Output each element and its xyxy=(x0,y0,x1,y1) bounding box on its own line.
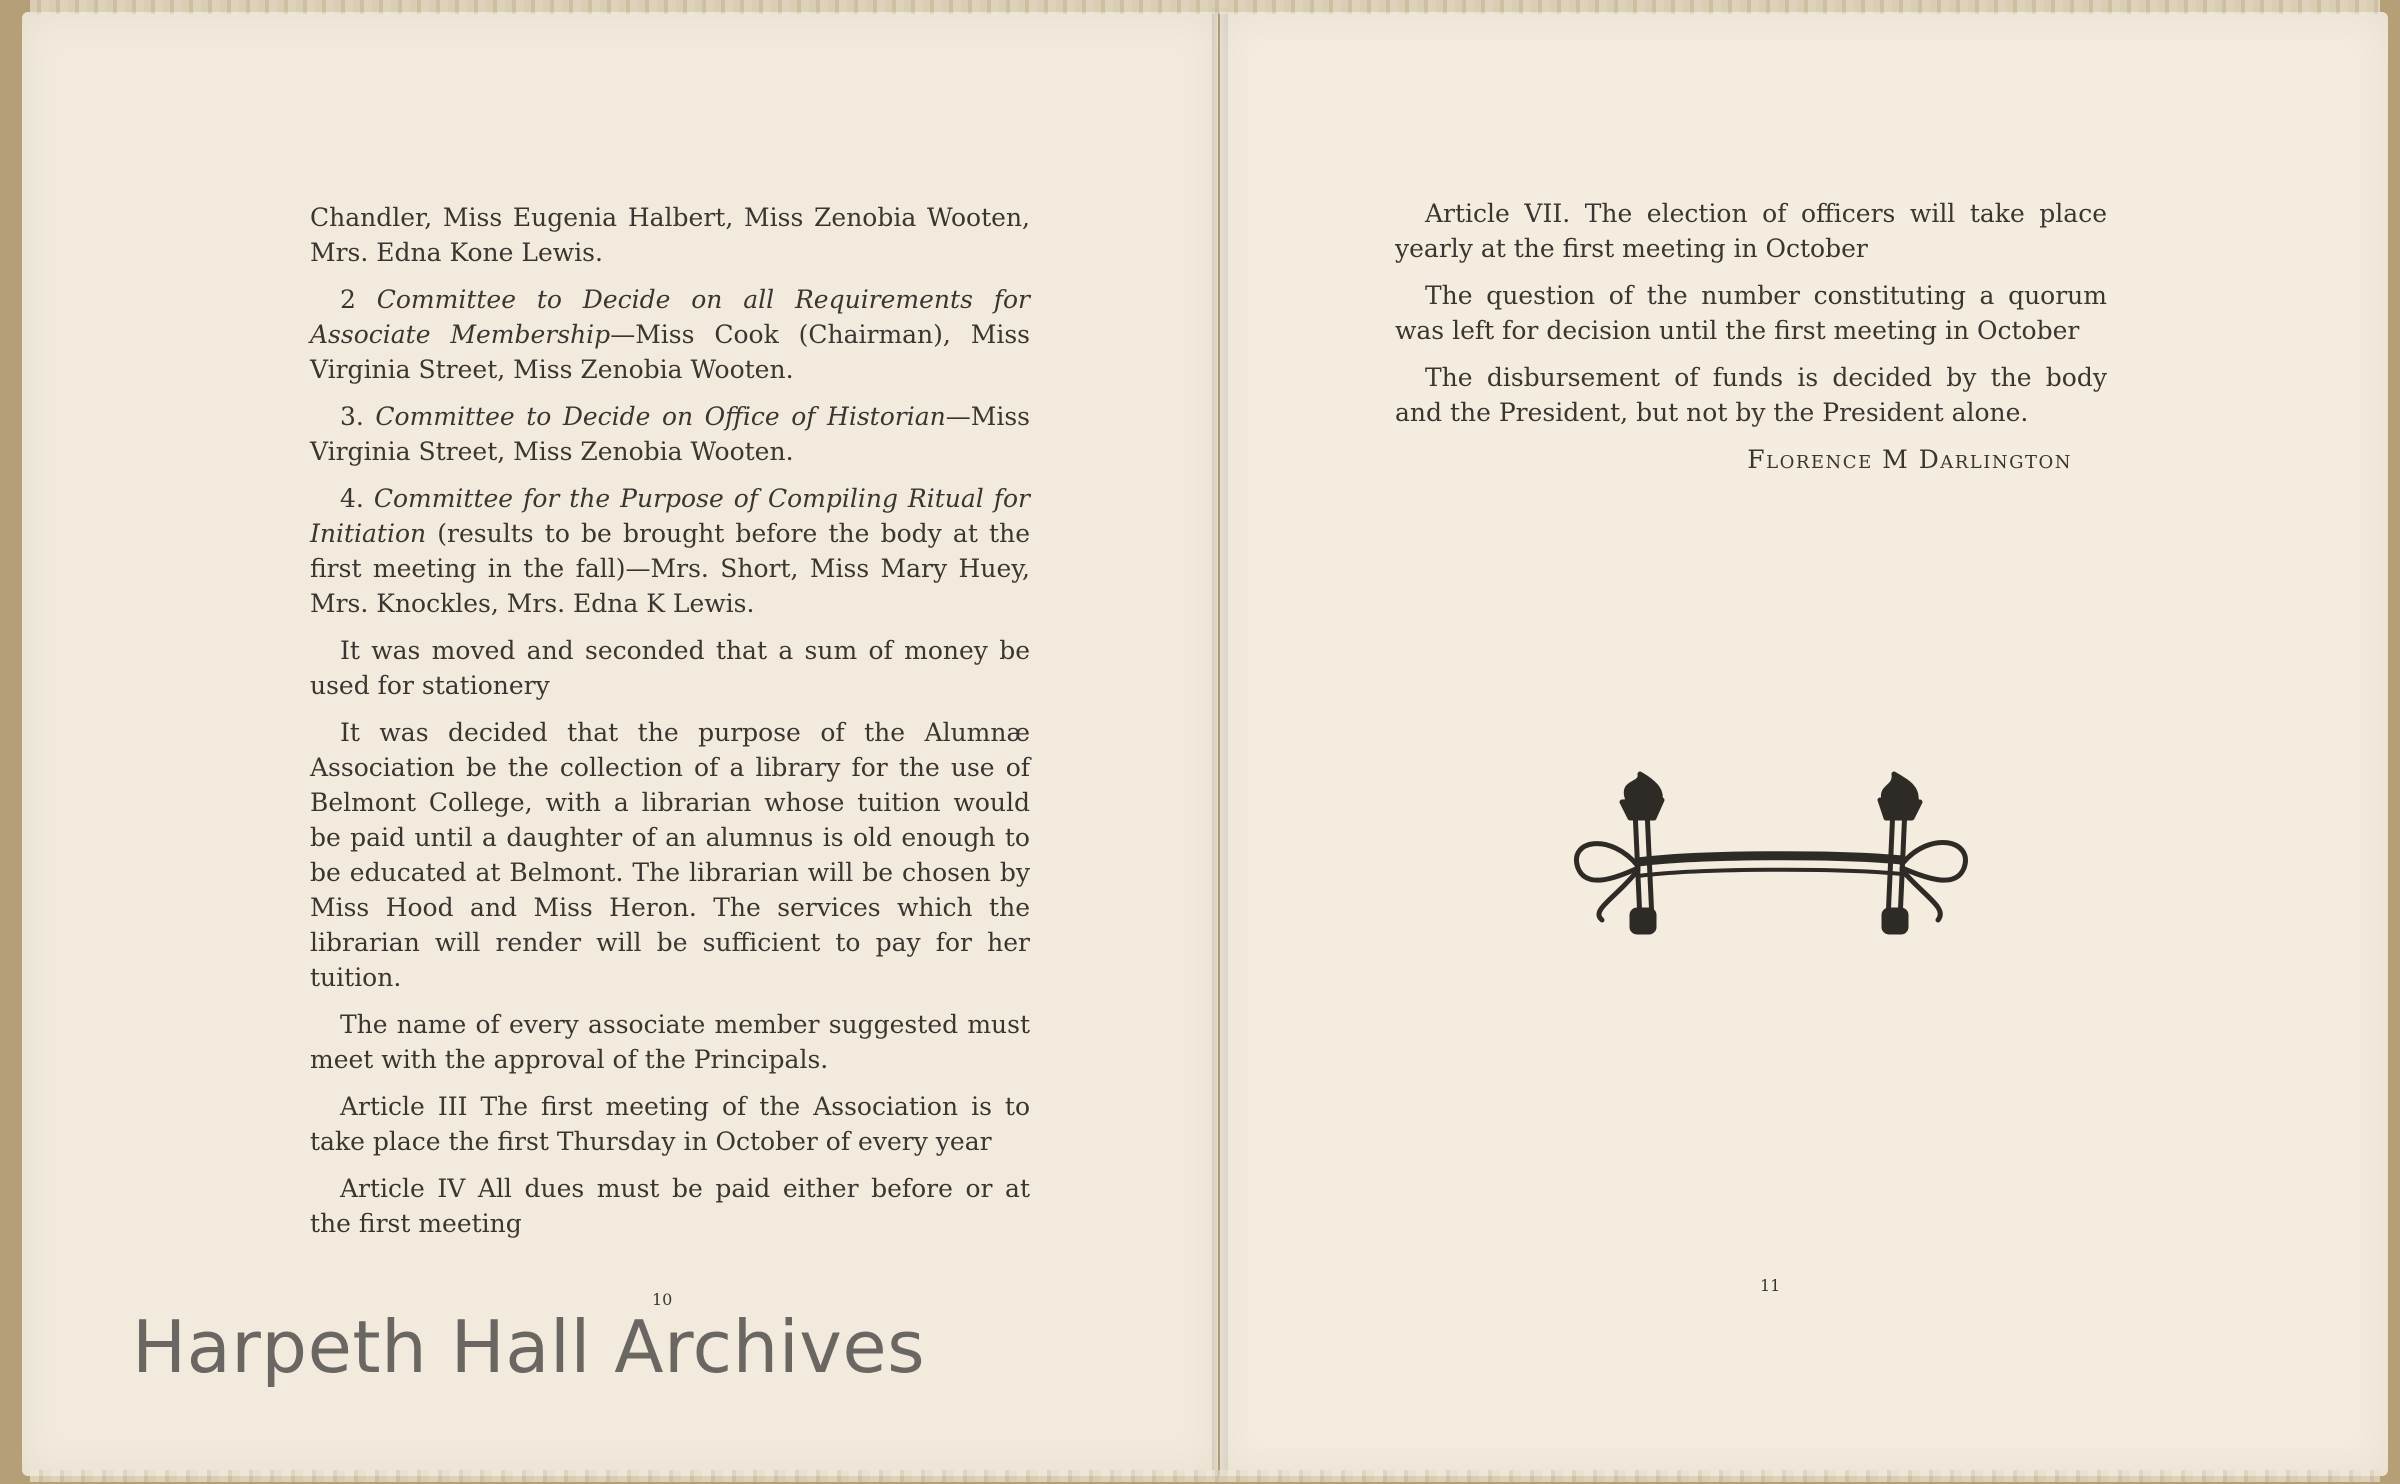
item-number: 4. xyxy=(340,484,364,513)
committee-item-3 xyxy=(310,399,1030,469)
book-gutter xyxy=(1212,8,1228,1478)
paragraph-associate-approval: The name of every associate member suggested must meet with the approval of the Principals. xyxy=(310,1010,1030,1074)
signature-line: Florence M Darlington xyxy=(1747,445,2072,474)
committee-members: —Miss Cook (Chairman), Miss Virginia Street, Miss Zenobia Wooten. xyxy=(310,320,1030,384)
paragraph-quorum: The question of the number constituting a quorum was left for decision until the first meeting in October xyxy=(1395,281,2107,345)
committee-title: Committee to Decide on all Requirements for Associate Membership xyxy=(310,285,1030,349)
paragraph-names: Chandler, Miss Eugenia Halbert, Miss Zenobia Wooten, Mrs. Edna Kone Lewis. xyxy=(310,203,1030,267)
left-page-text xyxy=(310,200,1030,1253)
crossed-torches-emblem-icon xyxy=(1550,770,1990,950)
committee-item-4 xyxy=(310,481,1030,621)
committee-members: —Miss Virginia Street, Miss Zenobia Wooten. xyxy=(310,402,1030,466)
paragraph-funds: The disbursement of funds is decided by the body and the President, but not by the President alone. xyxy=(1395,363,2107,427)
paragraph-stationery: It was moved and seconded that a sum of money be used for stationery xyxy=(310,636,1030,700)
committee-members: (results to be brought before the body at the first meeting in the fall)—Mrs. Short, Miss Mary Huey, Mrs. Knockles, Mrs. Edna K Lewis. xyxy=(310,519,1030,618)
committee-title: Committee to Decide on Office of Historian xyxy=(375,402,946,431)
paragraph-article-4: Article IV All dues must be paid either before or at the first meeting xyxy=(310,1174,1030,1238)
paragraph-article-3: Article III The first meeting of the Association is to take place the first Thursday in October of every year xyxy=(310,1092,1030,1156)
deckle-edge-top xyxy=(30,0,2380,14)
page-number-left: 10 xyxy=(652,1290,673,1309)
paragraph-library: It was decided that the purpose of the Alumnæ Association be the collection of a library for the use of Belmont College, with a librarian whose tuition would be paid until a daughter of an alumnus is old enough to be educated at Belmont. The librarian will be chosen by Miss Hood and Miss Heron. The services which the librarian will render will be sufficient to pay for her tuition. xyxy=(310,718,1030,992)
deckle-edge-bottom xyxy=(30,1470,2380,1482)
archive-watermark: Harpeth Hall Archives xyxy=(132,1305,926,1389)
item-number: 2 xyxy=(340,285,356,314)
paragraph-article-7: Article VII. The election of officers will take place yearly at the first meeting in October xyxy=(1395,199,2107,263)
page-number-right: 11 xyxy=(1760,1276,1781,1295)
item-number: 3. xyxy=(340,402,364,431)
right-page-text xyxy=(1395,196,2107,477)
committee-item-2 xyxy=(310,282,1030,387)
committee-title: Committee for the Purpose of Compiling Ritual for Initiation xyxy=(310,484,1030,548)
